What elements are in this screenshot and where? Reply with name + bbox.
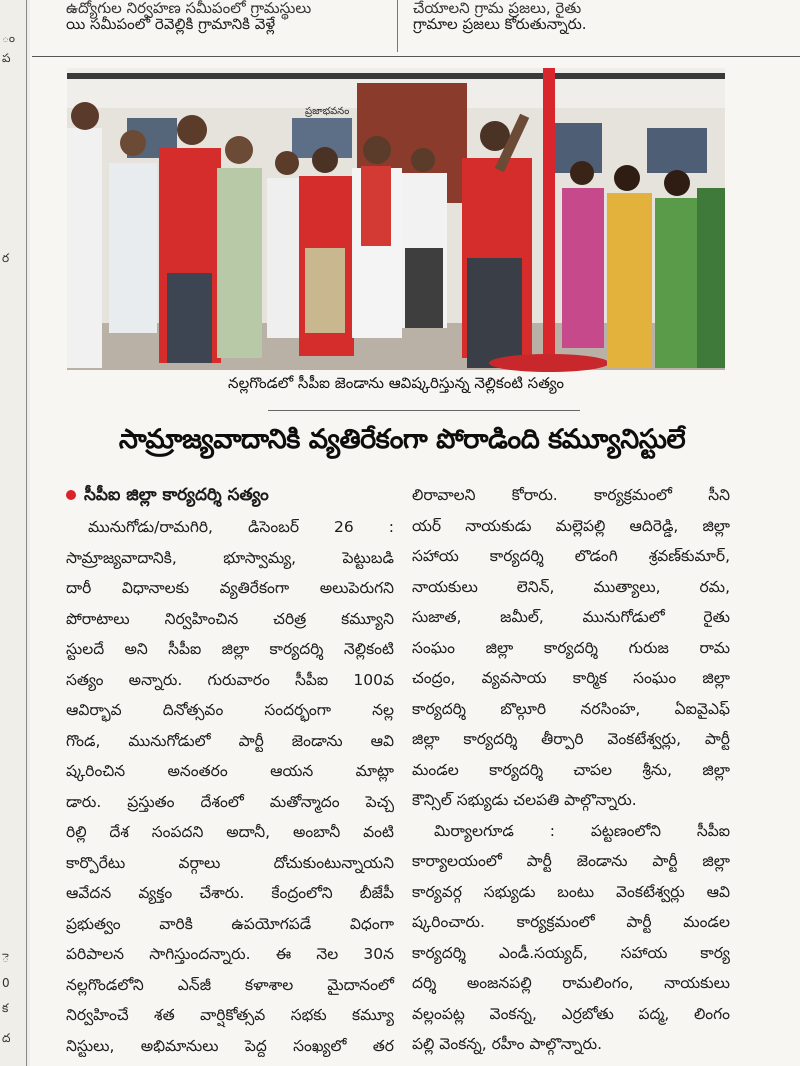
article-column-1 — [66, 480, 394, 1061]
body-line: పోరాటాలు నిర్వహించిన చరిత్ర కమ్యూని — [66, 609, 394, 628]
previous-article-line: గ్రామాల ప్రజలు కోరుతున్నారు. — [413, 15, 587, 33]
edge-fragment: 0 — [2, 976, 10, 990]
body-line: ష్కరించిన అనంతరం ఆయన మాట్లా — [66, 762, 394, 780]
edge-rule — [26, 0, 27, 1066]
article-column-2 — [412, 480, 730, 1060]
subhead-text: సీపీఐ జిల్లా కార్యదర్శి సత్యం — [84, 485, 269, 505]
edge-fragment: ె — [2, 951, 9, 965]
body-line: మునుగోడు/రామగిరి, డిసెంబర్ 26 : — [88, 518, 394, 536]
edge-fragment: క — [2, 1001, 9, 1015]
body-line: సుజాత, జమీల్, మునుగోడులో రైతు — [412, 608, 730, 626]
building-sign: ప్రజాభవనం — [305, 106, 350, 117]
body-line: ఆవేదన వ్యక్తం చేశారు. కేంద్రంలోని బీజేపీ — [66, 884, 394, 902]
body-line: రిల్లి దేశ సంపదని అదానీ, అంబానీ వంటి — [66, 823, 394, 841]
adjacent-page-edge — [0, 0, 30, 1066]
caption-rule — [268, 410, 580, 411]
edge-fragment: ం — [2, 31, 16, 45]
previous-article-left — [66, 0, 391, 34]
bullet-icon — [66, 490, 76, 500]
column-divider — [397, 0, 398, 52]
body-line: యర్ నాయకుడు మల్లెపల్లి ఆదిరెడ్డి, జిల్లా — [412, 516, 730, 535]
body-line: నాయకులు లెనిన్, ముత్యాలు, రమ, — [412, 577, 730, 596]
body-line: సత్యం అన్నారు. గురువారం సీపీఐ 100వ — [66, 670, 394, 689]
body-line: సామ్రాజ్యవాదానికి, భూస్వామ్య, పెట్టుబడి — [66, 548, 394, 567]
edge-fragment: ప — [2, 51, 11, 65]
body-line: జిల్లా కార్యదర్శి తీర్పారి వెంకటేశ్వర్లు, పార్టీ — [412, 730, 730, 748]
previous-article-line: చేయాలని గ్రామ ప్రజలు, రైతు — [413, 0, 582, 17]
body-line: పల్లి వెంకన్న, రహీం పాల్గొన్నారు. — [412, 1035, 603, 1053]
body-line: నిర్వహించే శత వార్షికోత్సవ సభకు కమ్యూ — [66, 1006, 394, 1024]
body-line: సంఘం జిల్లా కార్యదర్శి గురుజ రామ — [412, 638, 730, 657]
edge-fragment: ద — [2, 1031, 11, 1045]
article-headline: సామ్రాజ్యవాదానికి వ్యతిరేకంగా పోరాడింది కమ్యూనిస్టులే — [118, 424, 686, 455]
body-line: స్టులదే అని సీపీఐ జిల్లా కార్యదర్శి నెల్లికంటి — [66, 640, 394, 658]
previous-article-line: ఉద్యోగుల నిర్వహణ సమీపంలో గ్రామస్థులు — [66, 0, 312, 17]
edge-fragment: ర — [2, 251, 10, 265]
body-line: నల్లగొండలోని ఎన్‌జీ కళాశాల మైదానంలో — [66, 975, 394, 994]
body-line: మండల కార్యదర్శి చాపల శ్రీను, జిల్లా — [412, 760, 730, 779]
body-line: ఆవిర్భావ దినోత్సవం సందర్భంగా నల్ల — [66, 701, 394, 719]
article-divider — [32, 56, 800, 57]
previous-article-right — [413, 0, 733, 34]
news-photo — [67, 68, 725, 370]
body-line: దర్శి అంజనపల్లి రామలింగం, నాయకులు — [412, 974, 730, 992]
body-line: కార్యాలయంలో పార్టీ జెండాను పార్టీ జిల్లా — [412, 852, 730, 870]
body-line: వల్లంపట్ల వెంకన్న, ఎర్రబోతు పద్మ, లింగం — [412, 1004, 730, 1023]
body-line: కౌన్సిల్ సభ్యుడు చలపతి పాల్గొన్నారు. — [412, 791, 637, 809]
previous-article-line: యి సమీపంలో రెవెల్లికి గ్రామానికి వెళ్లే — [66, 15, 276, 33]
body-line: కార్పొరేటు వర్గాలు దోచుకుంటున్నాయని — [66, 853, 394, 872]
body-line: లిరావాలని కోరారు. కార్యక్రమంలో సీని — [412, 486, 730, 504]
body-line: కార్యవర్గ సభ్యుడు బంటు వెంకటేశ్వర్లు ఆవి — [412, 882, 730, 901]
body-line: ప్రభుత్వం వారికి ఉపయోగపడే విధంగా — [66, 914, 394, 933]
body-line: గొండ, మునుగోడులో పార్టీ జెండాను ఆవి — [66, 731, 394, 750]
photo-caption: నల్లగొండలో సీపీఐ జెండాను ఆవిష్కరిస్తున్న నెల్లికంటి సత్యం — [228, 374, 564, 392]
article-subhead — [66, 480, 394, 510]
body-line: కార్యదర్శి ఎండీ.సయ్యద్, సహాయ కార్య — [412, 943, 730, 962]
body-line: నిస్టులు, అభిమానులు పెద్ద సంఖ్యలో తర — [66, 1036, 394, 1055]
body-line: డారు. ప్రస్తుతం దేశంలో మతోన్మాదం పెచ్చ — [66, 792, 394, 811]
body-line: చంద్రం, వ్యవసాయ కార్మిక సంఘం జిల్లా — [412, 669, 730, 687]
body-line: పరిపాలన సాగిస్తుందన్నారు. ఈ నెల 30న — [66, 945, 394, 963]
body-line: మిర్యాలగూడ : పట్టణంలోని సీపీఐ — [434, 821, 730, 840]
body-line: కార్యదర్శి బొల్గూరి నరసింహ, ఏఐవైఎఫ్ — [412, 699, 730, 718]
body-line: దారీ విధానాలకు వ్యతిరేకంగా అలుపెరుగని — [66, 579, 394, 597]
body-line: సహాయ కార్యదర్శి లొడంగి శ్రవణ్‌కుమార్, — [412, 547, 730, 565]
body-line: ష్కరించారు. కార్యక్రమంలో పార్టీ మండల — [412, 913, 730, 931]
